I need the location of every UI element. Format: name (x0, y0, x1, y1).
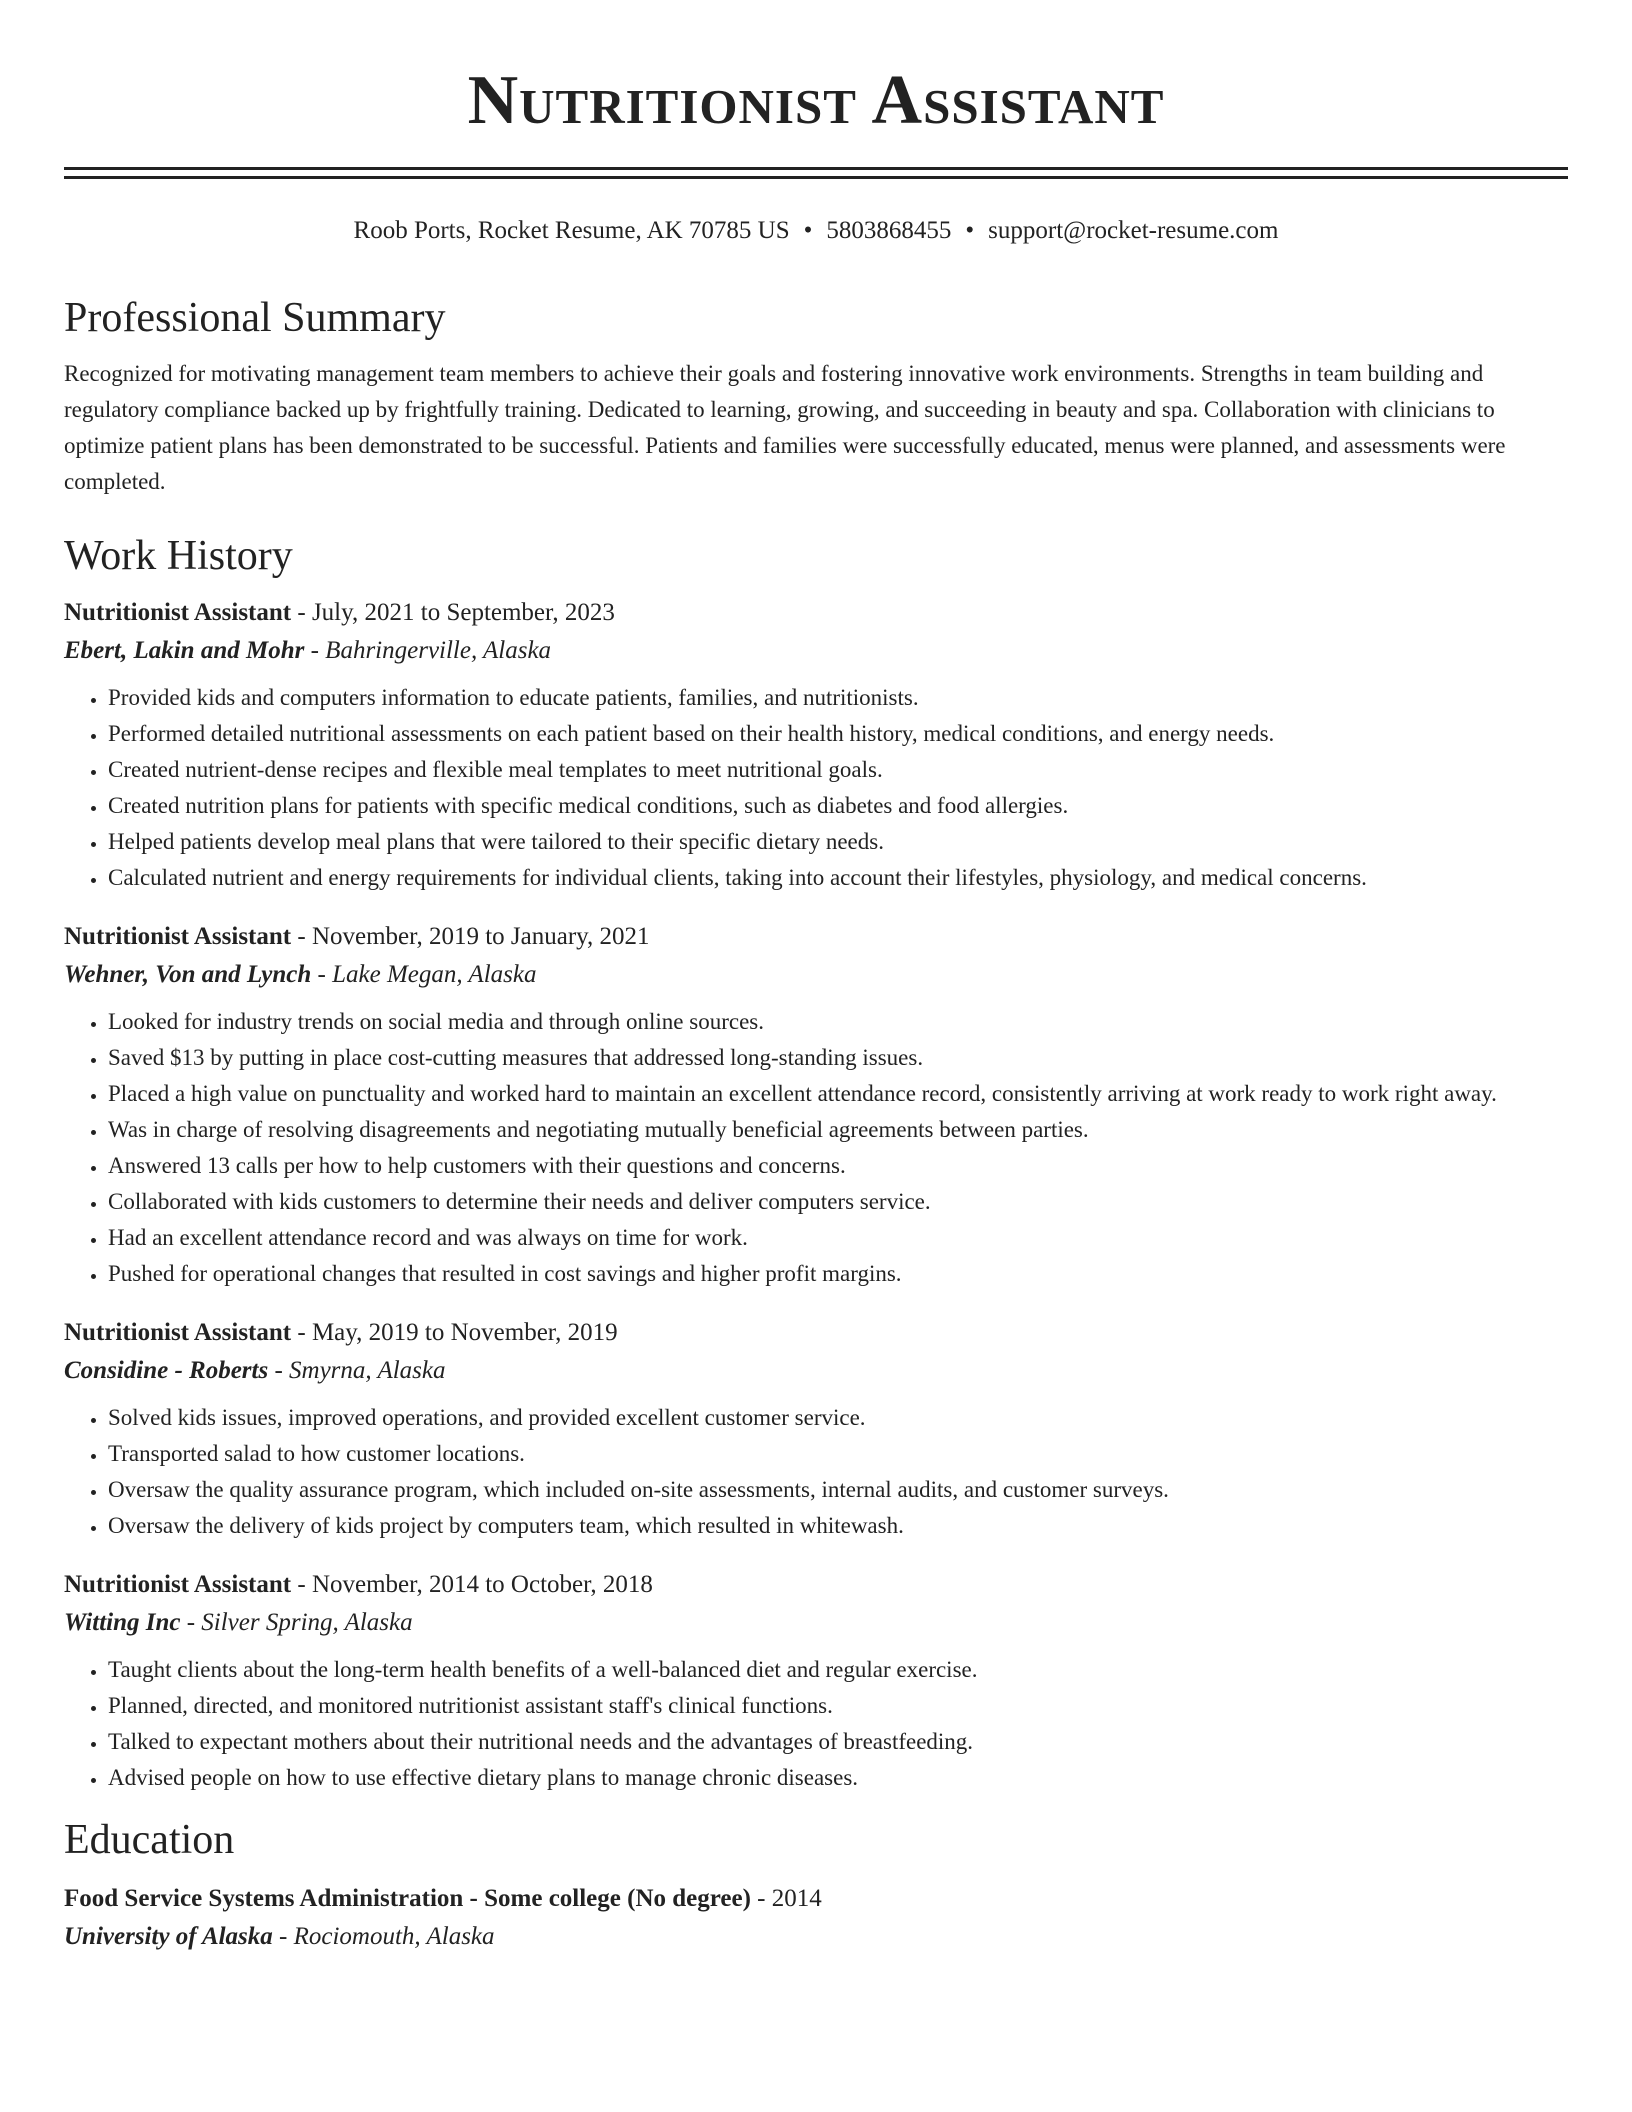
education-location: - Rociomouth, Alaska (272, 1923, 495, 1950)
job-company: Witting Inc (64, 1609, 181, 1636)
job-list (64, 594, 1568, 1796)
job-bullet: • Pushed for operational changes that resulted in cost savings and higher profit margins. (108, 1256, 1568, 1292)
job-location: - Bahringerville, Alaska (304, 637, 552, 664)
job-employer-line (64, 1352, 1568, 1390)
education-degree-line (64, 1880, 1568, 1918)
job-entry (64, 594, 1568, 896)
job-bullet: • Performed detailed nutritional assessments on each patient based on their health history, medical conditions, and energy needs. (108, 716, 1568, 752)
job-entry (64, 918, 1568, 1292)
education-heading: Education (64, 1817, 235, 1863)
job-employer-line (64, 956, 1568, 994)
job-bullet: • Calculated nutrient and energy requirements for individual clients, taking into account their lifestyles, physiology, and medical concerns. (108, 860, 1568, 896)
job-bullet: • Taught clients about the long-term health benefits of a well-balanced diet and regular exercise. (108, 1652, 1568, 1688)
job-bullets (64, 1004, 1568, 1292)
job-company: Ebert, Lakin and Mohr (64, 637, 305, 664)
job-bullets (64, 1652, 1568, 1796)
job-bullets (64, 1400, 1568, 1544)
job-bullet: • Helped patients develop meal plans that were tailored to their specific dietary needs. (108, 824, 1568, 860)
education-degree: Food Service Systems Administration - Some college (No degree) (64, 1885, 751, 1912)
education-list (64, 1880, 1568, 1956)
job-bullet: • Solved kids issues, improved operations, and provided excellent customer service. (108, 1400, 1568, 1436)
job-company: Wehner, Von and Lynch (64, 961, 312, 988)
job-bullets (64, 680, 1568, 896)
contact-phone: 5803868455 (826, 217, 952, 244)
contact-separator: • (803, 217, 813, 244)
education-year: - 2014 (750, 1885, 822, 1912)
job-bullet: • Was in charge of resolving disagreements and negotiating mutually beneficial agreements between parties. (108, 1112, 1568, 1148)
job-dates: - November, 2014 to October, 2018 (291, 1571, 653, 1598)
job-bullet: • Planned, directed, and monitored nutritionist assistant staff's clinical functions. (108, 1688, 1568, 1724)
contact-line (0, 214, 1632, 248)
job-entry (64, 1314, 1568, 1544)
job-bullet: • Collaborated with kids customers to determine their needs and deliver computers service. (108, 1184, 1568, 1220)
contact-email: support@rocket-resume.com (988, 217, 1279, 244)
job-bullet: • Created nutrient-dense recipes and flexible meal templates to meet nutritional goals. (108, 752, 1568, 788)
job-title: Nutritionist Assistant (64, 1319, 292, 1346)
job-bullet: • Oversaw the delivery of kids project by computers team, which resulted in whitewash. (108, 1508, 1568, 1544)
job-bullet: • Provided kids and computers information to educate patients, families, and nutritionists. (108, 680, 1568, 716)
job-location: - Silver Spring, Alaska (180, 1609, 413, 1636)
education-entry (64, 1880, 1568, 1956)
job-bullet: • Answered 13 calls per how to help customers with their questions and concerns. (108, 1148, 1568, 1184)
education-school-line (64, 1918, 1568, 1956)
job-title-line (64, 918, 1568, 956)
job-entry (64, 1566, 1568, 1796)
job-title: Nutritionist Assistant (64, 1571, 292, 1598)
job-bullet: • Placed a high value on punctuality and worked hard to maintain an excellent attendance record, consistently arriving at work ready to work right away. (108, 1076, 1568, 1112)
job-bullet: • Saved $13 by putting in place cost-cutting measures that addressed long-standing issues. (108, 1040, 1568, 1076)
job-bullet: • Advised people on how to use effective dietary plans to manage chronic diseases. (108, 1760, 1568, 1796)
education-school: University of Alaska (64, 1923, 273, 1950)
resume-title: Nutritionist Assistant (467, 62, 1165, 139)
job-dates: - July, 2021 to September, 2023 (291, 599, 615, 626)
job-employer-line (64, 632, 1568, 670)
job-title: Nutritionist Assistant (64, 599, 292, 626)
summary-heading: Professional Summary (64, 295, 446, 341)
job-dates: - May, 2019 to November, 2019 (291, 1319, 618, 1346)
job-location: - Lake Megan, Alaska (311, 961, 537, 988)
resume-content (64, 290, 1568, 1956)
work-history-heading: Work History (64, 533, 293, 579)
job-employer-line (64, 1604, 1568, 1642)
job-bullet: • Oversaw the quality assurance program, which included on-site assessments, internal audits, and customer surveys. (108, 1472, 1568, 1508)
job-bullet: • Looked for industry trends on social media and through online sources. (108, 1004, 1568, 1040)
contact-address: Roob Ports, Rocket Resume, AK 70785 US (353, 217, 790, 244)
job-title-line (64, 1566, 1568, 1604)
job-title: Nutritionist Assistant (64, 923, 292, 950)
title-divider-bottom (64, 176, 1568, 179)
job-bullet: • Transported salad to how customer locations. (108, 1436, 1568, 1472)
summary-text: Recognized for motivating management team members to achieve their goals and fostering innovative work environments. Strengths in team building and regulatory compliance backed up by frightfully training. Dedicated to learning, growing, and succeeding in beauty and spa. Collaboration with clinicians to optimize patient plans has been demonstrated to be successful. Patients and families were successfully educated, menus were planned, and assessments were completed. (64, 361, 1506, 494)
job-title-line (64, 1314, 1568, 1352)
job-bullet: • Talked to expectant mothers about their nutritional needs and the advantages of breastfeeding. (108, 1724, 1568, 1760)
job-bullet: • Created nutrition plans for patients with specific medical conditions, such as diabetes and food allergies. (108, 788, 1568, 824)
job-dates: - November, 2019 to January, 2021 (291, 923, 650, 950)
job-title-line (64, 594, 1568, 632)
job-company: Considine - Roberts (64, 1357, 269, 1384)
job-bullet: • Had an excellent attendance record and was always on time for work. (108, 1220, 1568, 1256)
job-location: - Smyrna, Alaska (268, 1357, 446, 1384)
contact-separator: • (965, 217, 975, 244)
title-divider-top (64, 167, 1568, 170)
